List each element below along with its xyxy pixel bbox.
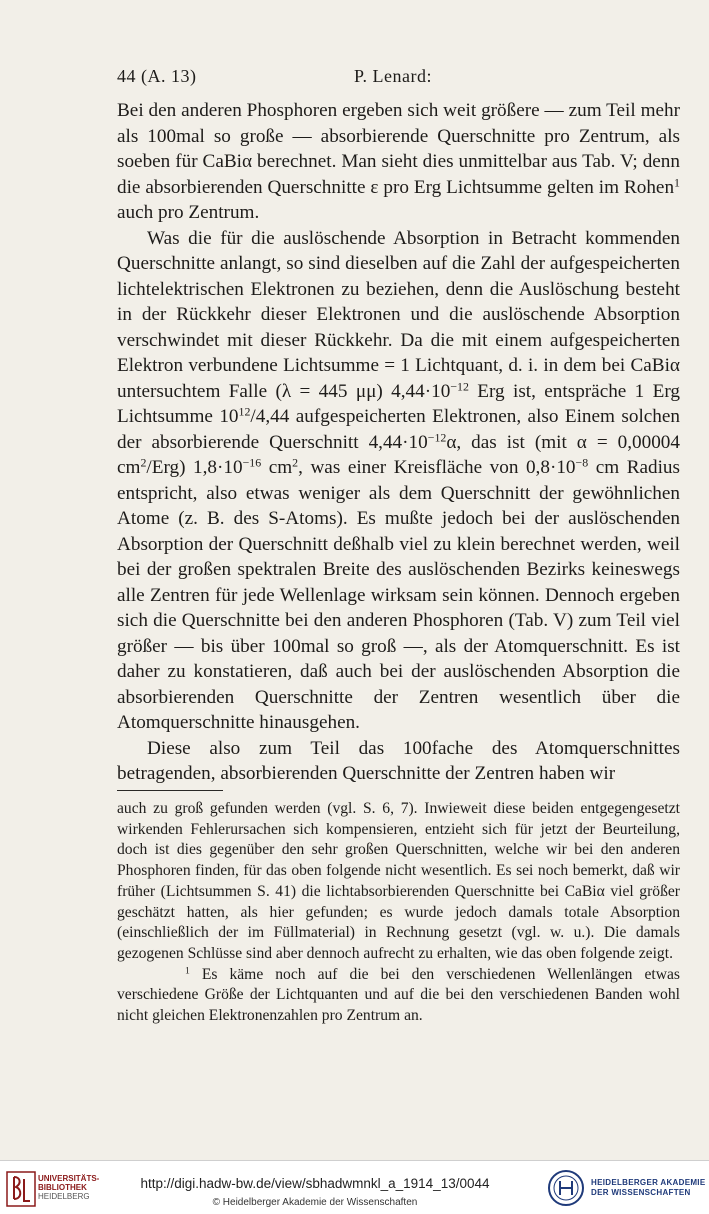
footnote-continuation: auch zu groß gefunden werden (vgl. S. 6, 7). Inwieweit diese beiden entgegengesetzt wirkenden Fehlerursachen sich kompensieren, entzieht sich für jetzt der Beurteilung, doch ist dies gegenüber den sehr großen Querschnitten, welche wir bei den anderen Phosphoren finden, für das oben folgende nicht wesentlich. Es sei noch bemerkt, daß wir früher (Lichtsummen S. 41) die lichtabsorbierenden Querschnitte bei CaBiα viel größer geschätzt hatten, als hier gefunden; es wurde jedoch damals totale Absorption (einschließlich der im Füllmaterial) in Rechnung gesetzt (vgl. w. u.). Die damals gezogenen Schlüsse sind aber dennoch aufrecht zu erhalten, wie das oben folgende zeigt. bbox=[117, 800, 680, 962]
academy-seal-icon[interactable] bbox=[547, 1169, 585, 1207]
footnote-mark-1: 1 bbox=[185, 965, 190, 977]
digitization-footer bbox=[0, 1160, 709, 1214]
copyright-notice: © Heidelberger Akademie der Wissenschaften bbox=[212, 1197, 418, 1208]
academy-name: HEIDELBERGER AKADEMIE DER WISSENSCHAFTEN bbox=[591, 1178, 706, 1197]
university-library-logo-icon[interactable] bbox=[6, 1169, 36, 1207]
footnote-1: $^1$ Es käme noch auf die bei den verschiedenen Wellenlängen etwas verschiedene Größe der Lichtquanten und auf die bei den verschiedenen Banden wohl nicht gleichen Elektronenzahlen pro Zentrum an. bbox=[117, 965, 680, 1025]
footnote-ref-1[interactable]: 1 bbox=[674, 174, 680, 189]
author-heading: P. Lenard: bbox=[354, 66, 432, 86]
main-text bbox=[117, 98, 680, 787]
paragraph-2: Was die für die auslöschende Absorption in Betracht kommenden Querschnitte anlangt, so sind dieselben auf die Zahl der aufgespeicherten lichtelektrischen Elektronen zu beziehen, denn die Auslöschung besteht in der Rückkehr dieser Elektronen und die auslöschende Absorption verschwindet mit dieser Rückkehr. Da die mit einem aufgespeicherten Elektron verbundene Lichtsumme = 1 Lichtquant, d. i. in dem bei CaBiα untersuchtem Falle (λ = 445 μμ) $4,44\cdot 10^{-12}$ Erg ist, entspräche 1 Erg Lichtsumme $10^{12}/4,44$ aufgespeicherten Elektronen, also Einem solchen der absorbierende Querschnitt $4,44\cdot 10^{-12}\alpha$, das ist (mit α = 0,00004 $cm^2/Erg$) $1,8\cdot 10^{-16}$ $cm^2$, was einer Kreisfläche von $0,8\cdot 10^{-8}$ cm Radius entspricht, also etwas weniger als dem Querschnitt der gewöhnlichen Atome (z. B. des S-Atoms). Es mußte jedoch bei der auslöschenden Absorption der Querschnitt deßhalb viel zu klein berechnet werden, weil bei der großen spektralen Breite des auslöschenden Bezirks keineswegs alle Zentren für jede Wellenlage wirksam sein können. Dennoch ergeben sich die Querschnitte bei den anderen Phosphoren (Tab. V) zum Teil viel größer — bis über 100mal so groß —, als der Atomquerschnitt. Es ist daher zu konstatieren, daß auch bei der auslöschenden Absorption die absorbierenden Querschnitte der Zentren wesentlich über die Atomquerschnitte hinausgehen. bbox=[117, 227, 680, 733]
page-number: 44 (A. 13) bbox=[117, 66, 197, 86]
paragraph-3: Diese also zum Teil das 100fache des Atomquerschnittes betragenden, absorbierenden Querschnitte der Zentren haben wir bbox=[117, 737, 680, 784]
footnotes bbox=[117, 799, 680, 1027]
running-header bbox=[117, 66, 677, 90]
paragraph-1: Bei den anderen Phosphoren ergeben sich weit größere — zum Teil mehr als 100mal so große — absorbierende Querschnitte pro Zentrum, als soeben für CaBiα berechnet. Man sieht dies unmittelbar aus Tab. V; denn die absorbierenden Querschnitte ε pro Erg Lichtsumme gelten im Rohen$^1$ auch pro Zentrum. bbox=[117, 100, 680, 223]
permalink[interactable]: http://digi.hadw-bw.de/view/sbhadwmnkl_a_1914_13/0044 bbox=[140, 1176, 490, 1191]
university-library-name: UNIVERSITÄTS- BIBLIOTHEK HEIDELBERG bbox=[38, 1174, 100, 1201]
footnote-divider bbox=[117, 790, 223, 791]
